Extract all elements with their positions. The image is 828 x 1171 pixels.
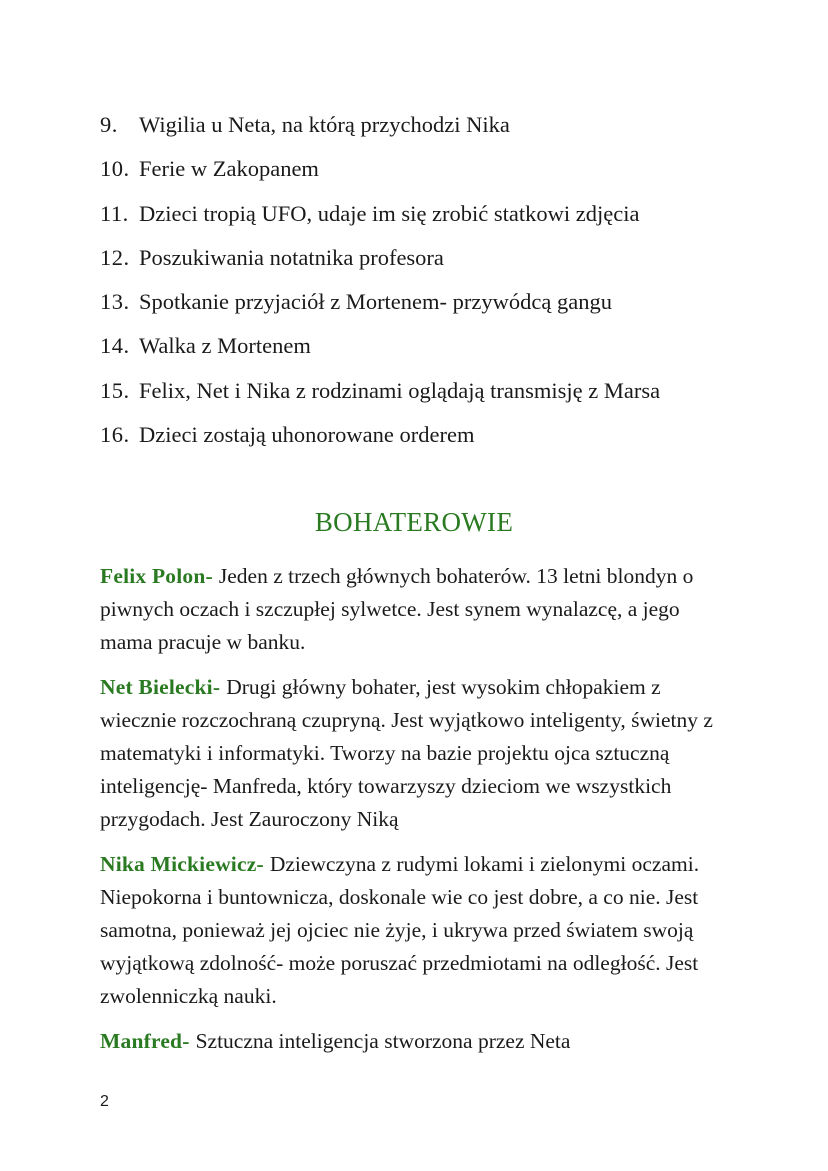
character-description: Sztuczna inteligencja stworzona przez Neta (195, 1029, 571, 1053)
character-name: Felix Polon- (100, 564, 213, 588)
characters-section (100, 560, 730, 1070)
character-name: Net Bielecki- (100, 675, 221, 699)
list-item-text: Walka z Mortenem (139, 333, 311, 359)
page-number: 2 (100, 1093, 109, 1110)
character-entry (100, 560, 730, 659)
character-description: Dziewczyna z rudymi lokami i zielonymi oczami. Niepokorna i buntownicza, doskonale wie co jest dobre, a co nie. Jest samotna, ponieważ jej ojciec nie żyje, i ukrywa przed światem swoją wyjątkową zdolność- może poruszać przedmiotami na odległość. Jest zwolenniczką nauki. (100, 852, 700, 1008)
character-name: Nika Mickiewicz- (100, 852, 264, 876)
list-item-number: 10. (100, 156, 130, 182)
list-item (100, 415, 800, 459)
list-item-number: 14. (100, 333, 130, 359)
list-item-text: Poszukiwania notatnika profesora (139, 244, 444, 270)
list-item-text: Dzieci zostają uhonorowane orderem (139, 422, 475, 448)
list-item-number: 16. (100, 422, 130, 448)
character-entry (100, 1025, 730, 1058)
list-item-number: 9. (100, 112, 118, 137)
character-description: Jeden z trzech głównych bohaterów. 13 letni blondyn o piwnych oczach i szczupłej sylwetce. Jest synem wynalazcę, a jego mama pracuje w banku. (100, 564, 694, 654)
list-item-text: Spotkanie przyjaciół z Mortenem- przywódcą gangu (139, 289, 612, 315)
character-entry (100, 671, 730, 836)
list-item-number: 11. (100, 200, 129, 226)
list-item-text: Felix, Net i Nika z rodzinami oglądają transmisję z Marsa (139, 377, 661, 403)
character-description: Drugi główny bohater, jest wysokim chłopakiem z wiecznie rozczochraną czupryną. Jest wyjątkowo inteligenty, świetny z matematyki i informatyki. Tworzy na bazie projektu ojca sztuczną inteligencję- Manfreda, który towarzyszy dzieciom we wszystkich przygodach. Jest Zauroczony Niką (100, 675, 713, 831)
list-item-number: 15. (100, 377, 130, 403)
plot-list (100, 105, 800, 459)
list-item-number: 12. (100, 244, 130, 270)
list-item-text: Wigilia u Neta, na którą przychodzi Nika (139, 112, 510, 137)
list-item-number: 13. (100, 289, 130, 315)
list-item (100, 282, 800, 326)
list-item-text: Ferie w Zakopanem (139, 156, 319, 182)
section-title: BOHATEROWIE (314, 507, 514, 537)
list-item (100, 238, 800, 282)
list-item-text: Dzieci tropią UFO, udaje im się zrobić statkowi zdjęcia (139, 200, 640, 226)
list-item (100, 371, 800, 415)
character-entry (100, 848, 730, 1013)
character-name: Manfred- (100, 1029, 190, 1053)
list-item (100, 194, 800, 238)
list-item (100, 105, 800, 149)
list-item (100, 149, 800, 193)
list-item (100, 326, 800, 370)
